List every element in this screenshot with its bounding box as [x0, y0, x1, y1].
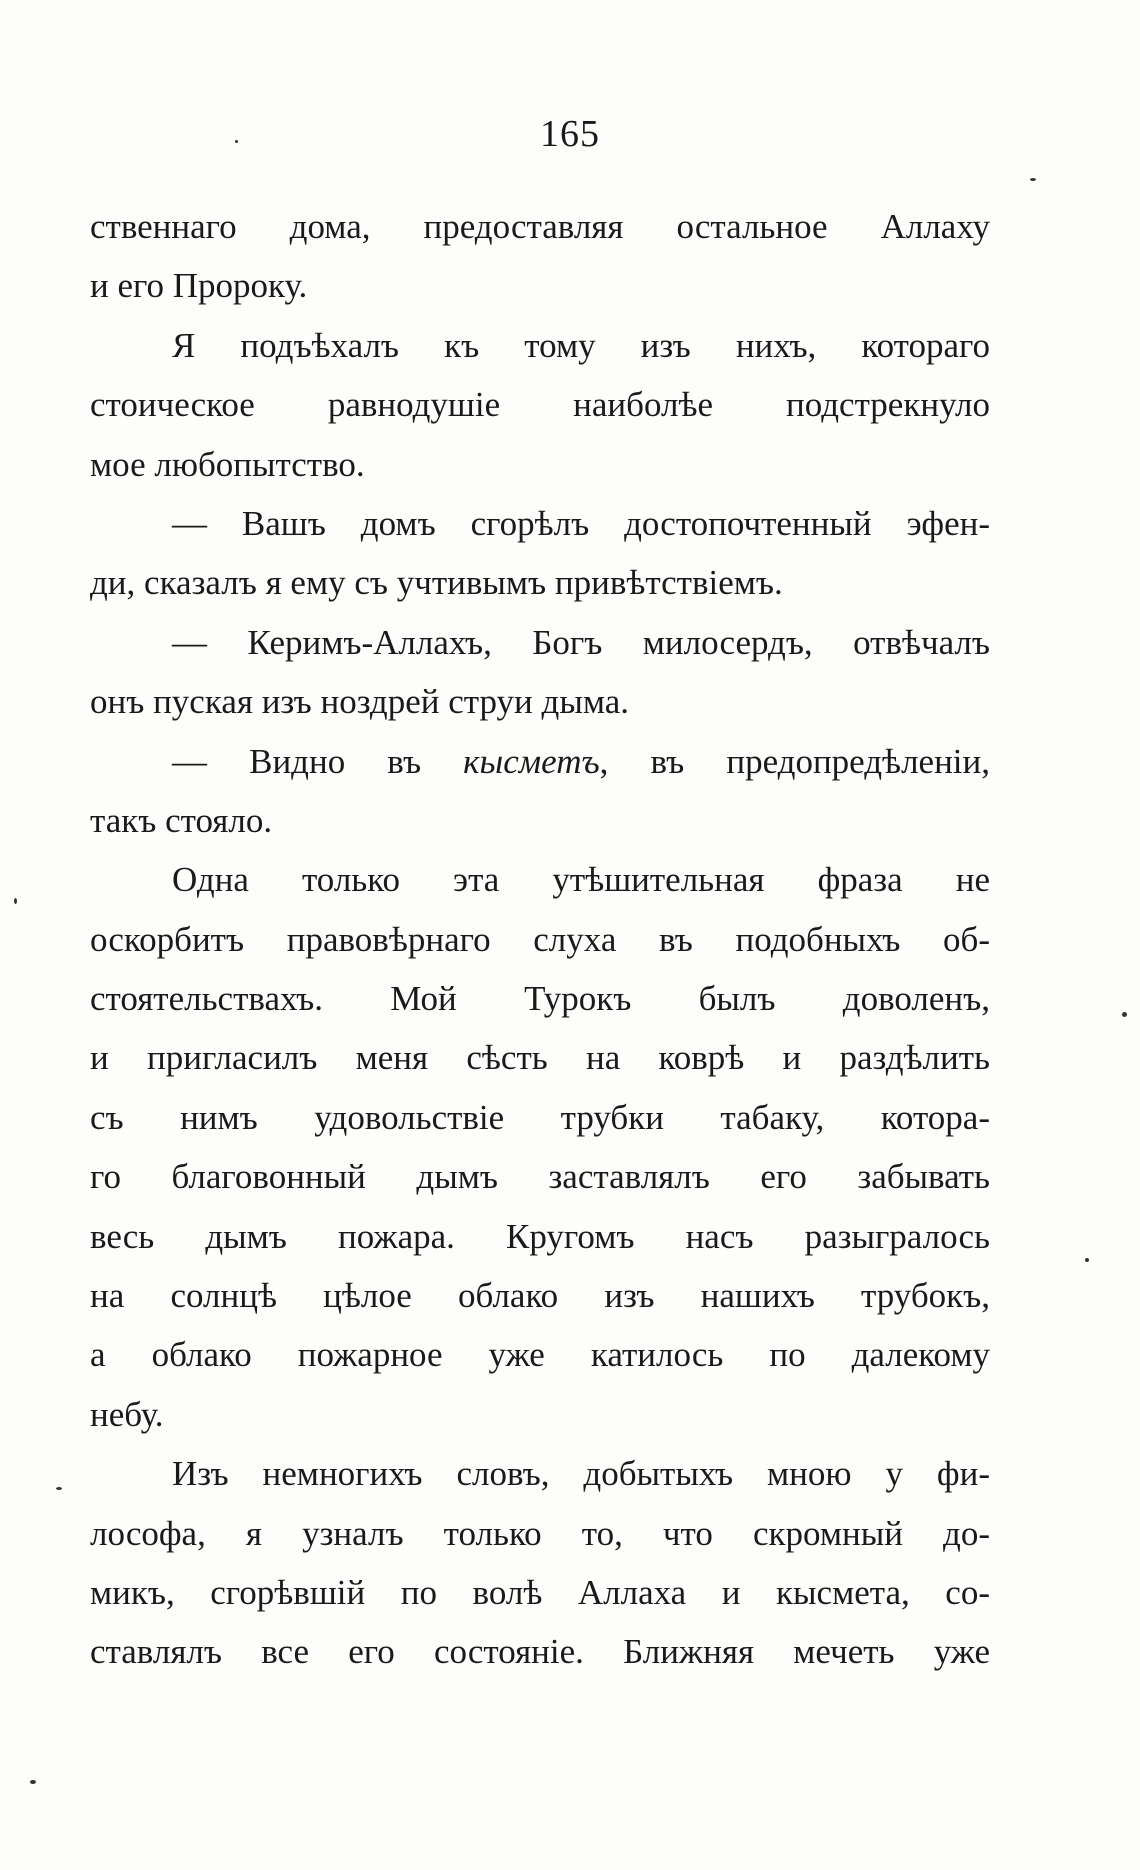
text-line: — Вашъ домъ сгорѣлъ достопочтенный эфен- [172, 503, 990, 543]
text-line: съ нимъ удовольствіе трубки табаку, котора- [90, 1097, 990, 1137]
text-line: а облако пожарное уже катилось по далекому [90, 1335, 990, 1375]
text-line: ственнаго дома, предоставляя остальное Аллаху [90, 207, 990, 246]
text-line: — Видно въ кысметъ, въ предопредѣленіи, [172, 741, 990, 781]
text-line: весь дымъ пожара. Кругомъ насъ разыгралось [90, 1216, 990, 1256]
text-line: онъ пуская изъ ноздрей струи дыма. [90, 682, 630, 722]
text-line: небу. [90, 1394, 164, 1434]
text-line: — Керимъ-Аллахъ, Богъ милосердъ, отвѣчалъ [172, 622, 990, 662]
text-line: стоятельствахъ. Мой Турокъ былъ доволенъ, [90, 979, 990, 1019]
text-line: на солнцѣ цѣлое облако изъ нашихъ трубокъ, [90, 1276, 990, 1316]
text-line: Я подъѣхалъ къ тому изъ нихъ, котораго [172, 325, 990, 365]
scan-speck [1085, 1258, 1089, 1262]
text-line: ди, сказалъ я ему съ учтивымъ привѣтствіемъ. [90, 563, 783, 603]
body-text [90, 197, 990, 1682]
text-line: Изъ немногихъ словъ, добытыхъ мною у фи- [172, 1454, 990, 1494]
text-line: микъ, сгорѣвшій по волѣ Аллаха и кысмета, со- [90, 1572, 990, 1612]
italic-word: кысметъ [463, 741, 600, 781]
text-line: оскорбитъ правовѣрнаго слуха въ подобныхъ об- [90, 919, 990, 959]
scan-speck [14, 898, 17, 904]
text-line: мое любопытство. [90, 444, 365, 484]
text-line: и пригласилъ меня сѣсть на коврѣ и раздѣлить [90, 1038, 990, 1078]
text-line: лософа, я узналъ только то, что скромный до- [90, 1513, 990, 1553]
text-line: ставлялъ все его состояніе. Ближняя мечеть уже [90, 1632, 990, 1672]
scan-speck [1030, 178, 1036, 181]
text-line: Одна только эта утѣшительная фраза не [172, 860, 990, 900]
scan-speck [1122, 1012, 1127, 1017]
page-number: 165 [540, 113, 600, 155]
text-line: такъ стояло. [90, 800, 273, 840]
text-line: стоическое равнодушіе наиболѣе подстрекнуло [90, 385, 990, 425]
scan-speck [56, 1487, 62, 1490]
scan-speck [235, 140, 238, 143]
scan-speck [30, 1780, 36, 1784]
text-line: и его Пророку. [90, 266, 308, 306]
text-line: го благовонный дымъ заставлялъ его забывать [90, 1157, 990, 1197]
